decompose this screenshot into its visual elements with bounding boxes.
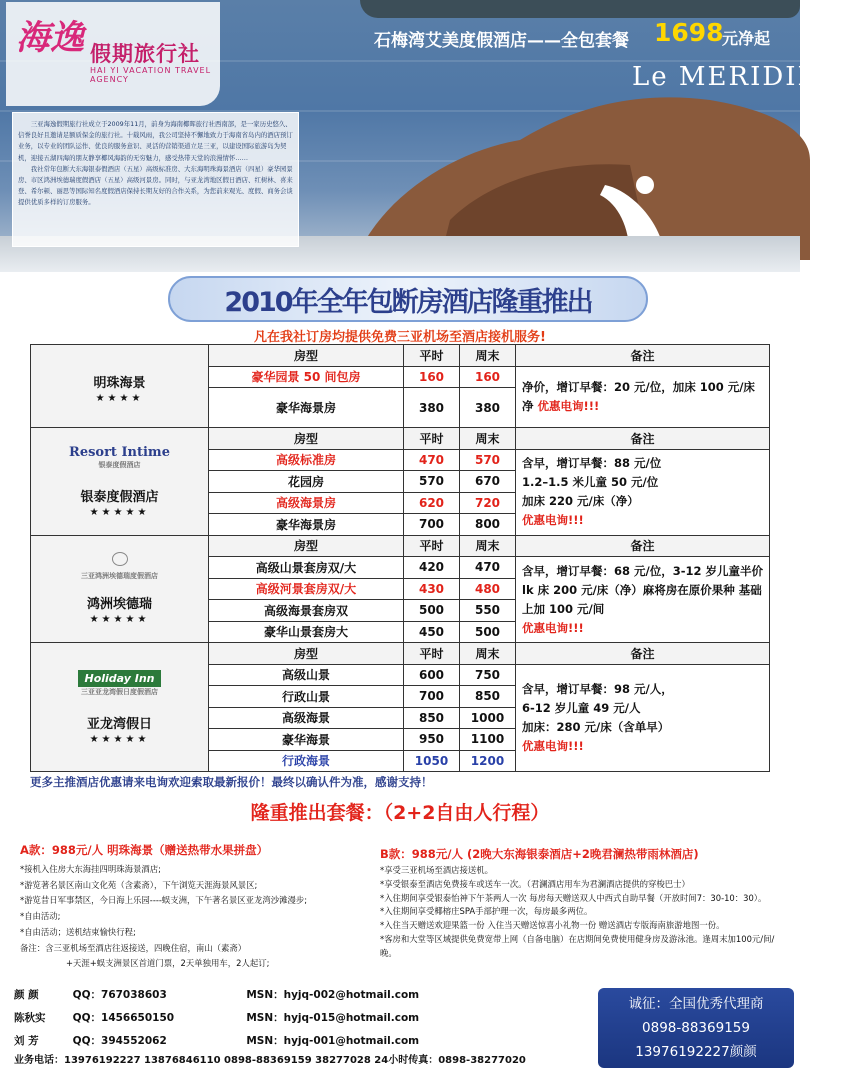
hotel-note xyxy=(516,664,770,772)
col-weekday: 平时 xyxy=(404,428,460,450)
price-weekday: 420 xyxy=(404,557,460,579)
room-type: 高级标准房 xyxy=(209,449,404,471)
hotel-note xyxy=(516,557,770,643)
col-note: 备注 xyxy=(516,643,770,665)
price-weekday: 160 xyxy=(404,366,460,388)
room-type: 豪华海景房 xyxy=(209,514,404,536)
col-room-type: 房型 xyxy=(209,643,404,665)
room-type: 行政海景 xyxy=(209,750,404,772)
page-headline: 2010年全年包断房酒店隆重推出 xyxy=(224,287,592,318)
table-header-row xyxy=(31,345,770,367)
price-weekday: 620 xyxy=(404,492,460,514)
price-weekday: 570 xyxy=(404,471,460,493)
hotel-cell xyxy=(31,345,209,428)
list-item: *游览著名景区南山文化苑（含素斋），下午浏览天涯海景风景区; xyxy=(20,879,258,890)
contact-row xyxy=(14,1030,419,1053)
list-item: *享受银泰至酒店免费接车或送车一次。（君澜酒店用车为君澜酒店提供的穿梭巴士） xyxy=(380,878,690,889)
col-weekday: 平时 xyxy=(404,345,460,367)
contact-qq: QQ：767038603 xyxy=(72,989,167,1001)
hotel-price-table xyxy=(30,344,770,772)
package-a-title: A款：988元/人 明珠海景（赠送热带水果拼盘） xyxy=(20,843,269,857)
brand-meridien: Le MERIDIEN xyxy=(632,62,843,92)
col-weekend: 周末 xyxy=(460,345,516,367)
col-weekend: 周末 xyxy=(460,643,516,665)
price-weekend: 670 xyxy=(460,471,516,493)
col-note: 备注 xyxy=(516,535,770,557)
contact-qq: QQ：1456650150 xyxy=(72,1012,175,1024)
contact-name: 陈秋实 xyxy=(14,1012,46,1024)
list-item: *自由活动；送机结束愉快行程; xyxy=(20,926,136,937)
note-line: 加床：280 元/床（含单早） xyxy=(522,719,670,734)
list-item: *游览昔日军事禁区，今日海上乐园----蜈支洲，下午著名景区亚龙湾沙滩漫步; xyxy=(20,895,308,906)
list-item: +天涯+蜈支洲景区首道门票，2天单独用车，2人起订; xyxy=(66,958,270,969)
room-type: 高级海景套房双 xyxy=(209,600,404,622)
promo-price: 1698 xyxy=(654,18,724,47)
logo-subtitle: 三亚亚龙湾假日度假酒店 xyxy=(81,687,158,696)
room-type: 高级海景 xyxy=(209,707,404,729)
list-item: *客房和大堂等区域提供免费宽带上网（自备电脑）在店期间免费使用健身房及游泳池。逢周末加100元/间/晚。 xyxy=(380,933,775,958)
hotel-name: 鸿洲埃德瑞 xyxy=(86,597,152,613)
resort-intime-logo: Resort Intime xyxy=(69,444,170,460)
promo-title: 石梅湾艾美度假酒店——全包套餐 xyxy=(374,31,629,51)
logo-name: 假期旅行社 xyxy=(90,42,200,66)
hotel-name: 明珠海景 xyxy=(93,376,146,391)
agency-intro xyxy=(12,112,299,247)
hotel-stars: ★★★★★ xyxy=(89,614,150,626)
hotel-stars: ★★★★★ xyxy=(89,506,150,518)
logo-mark: 海逸 xyxy=(16,18,84,58)
price-weekday: 600 xyxy=(404,664,460,686)
note-line: 含早，增订早餐：98 元/人， xyxy=(522,681,673,696)
col-weekday: 平时 xyxy=(404,643,460,665)
recruit-phone: 0898-88369159 xyxy=(642,1020,750,1036)
hotel-note xyxy=(516,366,770,428)
note-text: 含早，增订早餐：68 元/位，3-12 岁儿童半价 lk 床 200 元/床（净）麻将房在原价果种 基础上加 100 元/间 xyxy=(522,563,763,616)
hotel-name: 银泰度假酒店 xyxy=(80,489,159,505)
room-type: 豪华海景 xyxy=(209,729,404,751)
col-room-type: 房型 xyxy=(209,345,404,367)
hotel-cell xyxy=(31,428,209,536)
note-line: 加床 220 元/床（净） xyxy=(522,494,639,508)
recruit-mobile: 13976192227颜颜 xyxy=(635,1044,757,1060)
price-weekday: 470 xyxy=(404,449,460,471)
list-item: *入住期间享受椰榕庄SPA手部护理一次，每房最多两位。 xyxy=(380,906,593,917)
hotel-cell xyxy=(31,643,209,772)
price-weekend: 1100 xyxy=(460,729,516,751)
table-header-row xyxy=(31,428,770,450)
price-weekend: 800 xyxy=(460,514,516,536)
contact-row xyxy=(14,984,419,1007)
price-weekday: 700 xyxy=(404,514,460,536)
price-weekday: 1050 xyxy=(404,750,460,772)
contact-msn: MSN：hyjq-002@hotmail.com xyxy=(246,989,420,1001)
room-type: 豪华山景套房大 xyxy=(209,621,404,643)
contact-list xyxy=(14,984,419,1053)
price-weekday: 850 xyxy=(404,707,460,729)
price-weekday: 700 xyxy=(404,686,460,708)
sunbather-photo xyxy=(330,70,810,260)
contact-row xyxy=(14,1007,419,1030)
col-note: 备注 xyxy=(516,428,770,450)
col-weekend: 周末 xyxy=(460,428,516,450)
hotel-cell xyxy=(31,535,209,643)
col-room-type: 房型 xyxy=(209,428,404,450)
holiday-inn-logo: Holiday Inn xyxy=(78,670,160,687)
price-weekend: 470 xyxy=(460,557,516,579)
note-line: 6-12 岁儿童 49 元/人 xyxy=(522,700,641,715)
note-text: 净价，增订早餐：20 元/位，加床 100 元/床净 xyxy=(522,379,755,413)
note-line: 含早，增订早餐：88 元/位 xyxy=(522,456,662,470)
list-item: *入住当天赠送欢迎果篮一份 入住当天赠送惊喜小礼物一份 赠送酒店专版海南旅游地图一份。 xyxy=(380,920,725,931)
discount-inquiry: 优惠电询!!! xyxy=(537,398,600,413)
recruit-line: 诚征：全国优秀代理商 xyxy=(628,996,764,1012)
col-note: 备注 xyxy=(516,345,770,367)
price-weekend: 1200 xyxy=(460,750,516,772)
room-type: 高级海景房 xyxy=(209,492,404,514)
room-type: 高级山景 xyxy=(209,664,404,686)
room-type: 行政山景 xyxy=(209,686,404,708)
price-weekday: 450 xyxy=(404,621,460,643)
price-weekend: 480 xyxy=(460,578,516,600)
price-weekday: 430 xyxy=(404,578,460,600)
list-item: *享受三亚机场至酒店接送机。 xyxy=(380,865,494,875)
price-weekend: 380 xyxy=(460,388,516,428)
agent-recruit-box xyxy=(598,988,794,1068)
hotel-stars: ★★★★★ xyxy=(89,733,150,745)
hero-banner xyxy=(0,0,843,272)
room-type: 高级山景套房双/大 xyxy=(209,557,404,579)
logo-en: HAI YI VACATION TRAVEL AGENCY xyxy=(90,66,212,84)
discount-inquiry: 优惠电询!!! xyxy=(522,513,584,527)
room-type: 花园房 xyxy=(209,471,404,493)
airport-transfer-banner: 凡在我社订房均提供免费三亚机场至酒店接机服务! xyxy=(254,330,546,345)
price-weekend: 160 xyxy=(460,366,516,388)
package-title: 隆重推出套餐：（2+2自由人行程） xyxy=(250,802,550,824)
price-weekend: 850 xyxy=(460,686,516,708)
price-weekend: 720 xyxy=(460,492,516,514)
package-b-title: B款：988元/人 (2晚大东海银泰酒店+2晚君澜热带雨林酒店) xyxy=(380,847,699,861)
hotel-emblem-icon xyxy=(112,552,128,566)
discount-inquiry: 优惠电询!!! xyxy=(522,738,584,753)
island-silhouette xyxy=(360,0,800,18)
price-weekend: 500 xyxy=(460,621,516,643)
list-item: *自由活动; xyxy=(20,911,61,922)
contact-qq: QQ：394552062 xyxy=(72,1035,167,1047)
col-weekend: 周末 xyxy=(460,535,516,557)
contact-name: 颜 颜 xyxy=(14,989,39,1001)
list-item: *入住期间享受银泰怡神下午茶两人一次 每房每天赠送双人中西式自助早餐（开放时间7：30-10：30）。 xyxy=(380,892,767,903)
price-weekend: 1000 xyxy=(460,707,516,729)
hotel-name: 亚龙湾假日 xyxy=(86,716,152,732)
business-phone-line: 业务电话：13976192227 13876846110 0898-88369159 38277028 24小时传真：0898-38277020 xyxy=(14,1055,526,1066)
hotel-logo-text: 三亚鸿洲埃德瑞度假酒店 xyxy=(81,572,158,581)
promo-unit: 元净起 xyxy=(722,29,771,48)
intro-paragraph: 三亚海逸假期旅行社成立于2009年11月，前身为海南椰晖旅行社西南部，是一家历史悠久、信誉良好且邀请足额质保金的旅行社。十载风雨，我公司坚持不懈地致力于海南省岛内的酒店预订业务，以专业的团队运作、优良的服务意识、灵活的营销渠道立足三亚，以建设国际旅游岛为契机，迎接五湖四海的朋友静享椰风海韵的无穷魅力，感受热带天堂的浪漫情怀…… xyxy=(18,120,293,162)
list-item: 备注：含三亚机场至酒店往返接送，四晚住宿，南山（素斋） xyxy=(20,942,247,953)
col-room-type: 房型 xyxy=(209,535,404,557)
contact-msn: MSN：hyjq-001@hotmail.com xyxy=(246,1035,420,1047)
hotel-stars: ★★★★ xyxy=(95,393,144,404)
room-type: 豪华海景房 xyxy=(209,388,404,428)
list-item: *接机入住房大东海挂四明珠海景酒店; xyxy=(20,864,162,874)
more-info-text: 更多主推酒店优惠请来电询欢迎索取最新报价！最终以确认件为准，感谢支持！ xyxy=(30,775,433,789)
price-weekday: 500 xyxy=(404,600,460,622)
discount-inquiry: 优惠电询!!! xyxy=(522,620,584,635)
logo-subtitle: 银泰度假酒店 xyxy=(98,460,141,469)
col-weekday: 平时 xyxy=(404,535,460,557)
price-weekend: 550 xyxy=(460,600,516,622)
agency-logo xyxy=(6,2,220,106)
price-weekday: 950 xyxy=(404,729,460,751)
note-line: 1.2–1.5 米儿童 50 元/位 xyxy=(522,475,659,489)
package-a-list xyxy=(20,862,376,972)
package-b-list xyxy=(380,864,775,961)
table-header-row xyxy=(31,643,770,665)
contact-msn: MSN：hyjq-015@hotmail.com xyxy=(246,1012,420,1024)
price-weekend: 570 xyxy=(460,449,516,471)
contact-name: 刘 芳 xyxy=(14,1035,39,1047)
price-weekend: 750 xyxy=(460,664,516,686)
intro-paragraph: 我社常年包断大东海银泰假酒店（五星）高级标准房、大东海明珠海景酒店（四星）豪华园景房、市区鸿洲埃德瑞度假酒店（五星）高级河景房。同时，与亚龙湾地区假日酒店、红树林、喜来登、希尔顿、丽思等国际知名度假酒店保持长期友好的合作关系，为您前来观光、度假、商务会谈提供优质多样的订房服务。 xyxy=(18,164,293,207)
hotel-note xyxy=(516,449,770,535)
price-weekday: 380 xyxy=(404,388,460,428)
table-header-row xyxy=(31,535,770,557)
room-type: 豪华园景 50 间包房 xyxy=(209,366,404,388)
room-type: 高级河景套房双/大 xyxy=(209,578,404,600)
